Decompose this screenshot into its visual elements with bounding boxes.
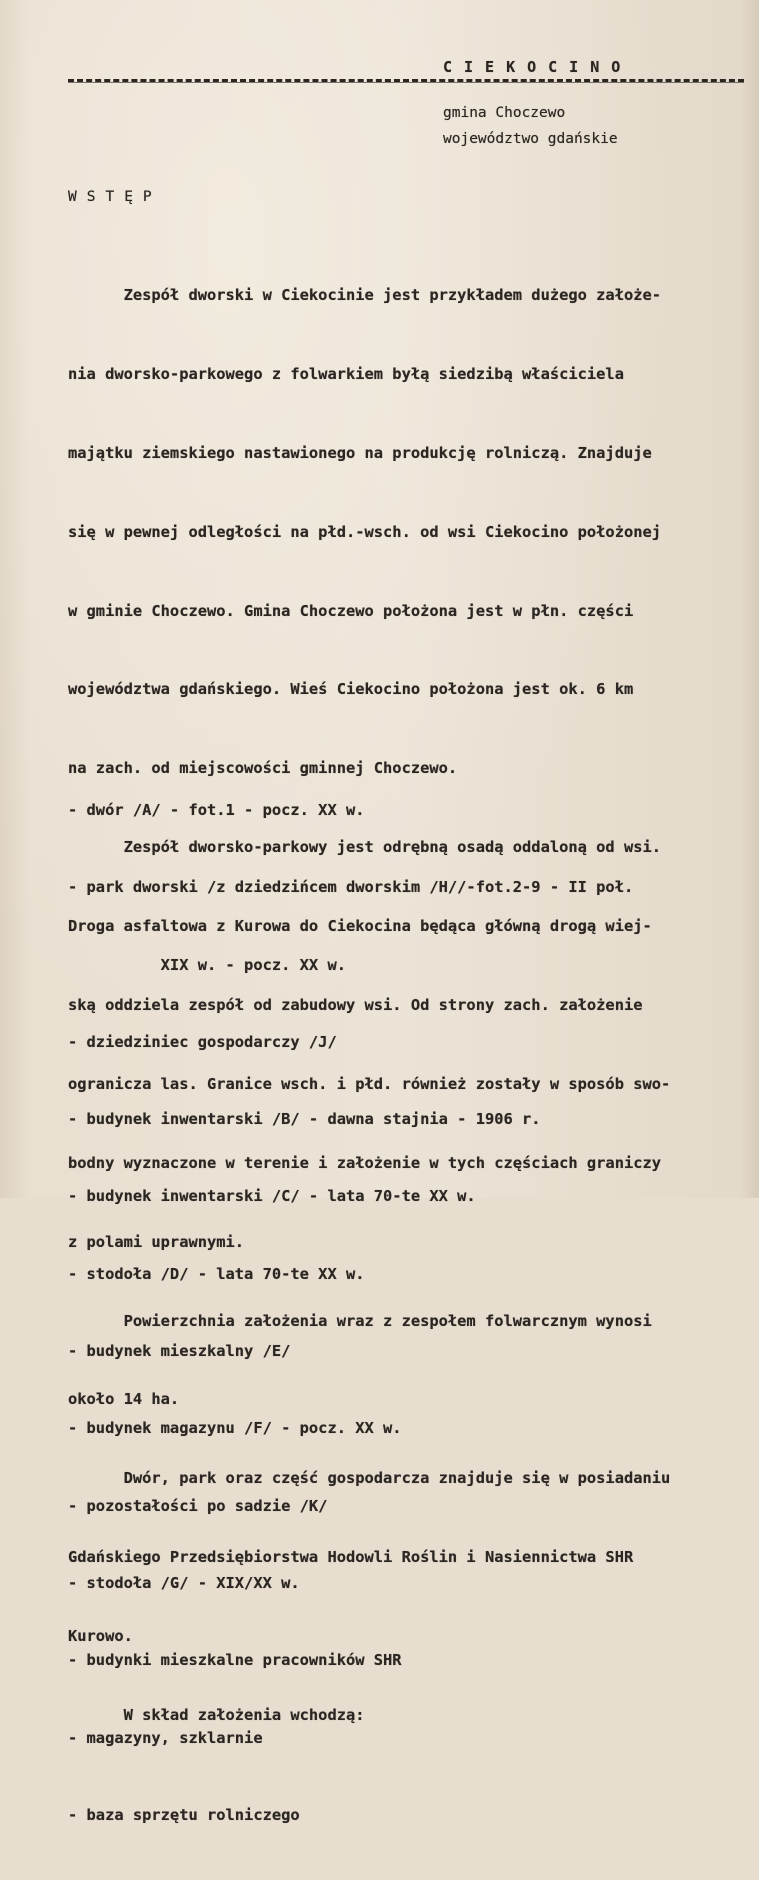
list-item: XIX w. - pocz. XX w. [68,955,346,974]
body-line: majątku ziemskiego nastawionego na produkcję rolniczą. Znajduje [68,443,652,462]
body-line: w gminie Choczewo. Gmina Choczewo położona jest w płn. części [68,601,634,620]
list-item: - budynek inwentarski /C/ - lata 70-te XX w. [68,1187,476,1206]
title-underline-secondary [68,82,744,83]
body-line: się w pewnej odległości na płd.-wsch. od wsi Ciekocino położonej [68,522,662,541]
body-line: Dwór, park oraz część gospodarcza znajduje się w posiadaniu [68,1469,671,1488]
body-line: Powierzchnia założenia wraz z zespołem folwarcznym wynosi [68,1311,652,1330]
list-item: - stodoła /D/ - lata 70-te XX w. [68,1264,365,1283]
list-item: - dziedziniec gospodarczy /J/ [68,1032,337,1051]
body-line: województwa gdańskiego. Wieś Ciekocino położona jest ok. 6 km [68,680,634,699]
body-line: Droga asfaltowa z Kurowa do Ciekocina będąca główną drogą wiej- [68,917,652,936]
list-item: - stodoła /G/ - XIX/XX w. [68,1573,300,1592]
list-item: - budynki mieszkalne pracowników SHR [68,1651,402,1670]
body-line: W skład założenia wchodzą: [68,1706,365,1725]
body-line: bodny wyznaczone w terenie i założenie w tych częściach graniczy [68,1153,662,1172]
body-line: Zespół dworsko-parkowy jest odrębną osadą oddaloną od wsi. [68,838,662,857]
document-title: CIEKOCINO [443,58,633,76]
section-heading: WSTĘP [68,189,162,205]
body-line: Zespół dworski w Ciekocinie jest przykładem dużego założe- [68,286,662,304]
list-item: - budynek mieszkalny /E/ [68,1342,291,1361]
list-item: - baza sprzętu rolniczego [68,1805,300,1824]
location-voivodeship: województwo gdańskie [443,131,618,147]
body-line: Kurowo. [68,1627,133,1646]
components-list [68,746,633,1880]
list-item: - park dworski /z dziedzińcem dworskim /H//-fot.2-9 - II poł. [68,878,634,897]
list-item: - budynek magazynu /F/ - pocz. XX w. [68,1419,402,1438]
location-municipality: gmina Choczewo [443,105,566,121]
body-line: około 14 ha. [68,1390,180,1409]
body-line: Gdańskiego Przedsiębiorstwa Hodowli Roślin i Nasiennictwa SHR [68,1548,634,1567]
body-line: ską oddziela zespół od zabudowy wsi. Od strony zach. założenie [68,996,643,1015]
list-item: - pozostałości po sadzie /K/ [68,1496,328,1515]
list-item: - magazyny, szklarnie [68,1728,263,1747]
body-line: nia dworsko-parkowego z folwarkiem byłą siedzibą właściciela [68,364,624,383]
body-line: na zach. od miejscowości gminnej Choczewo. [68,759,458,778]
body-line: ogranicza las. Granice wsch. i płd. również zostały w sposób swo- [68,1074,671,1093]
list-item: - budynek inwentarski /B/ - dawna stajnia - 1906 r. [68,1110,541,1129]
body-line: z polami uprawnymi. [68,1232,245,1251]
list-item: - dwór /A/ - fot.1 - pocz. XX w. [68,801,365,819]
